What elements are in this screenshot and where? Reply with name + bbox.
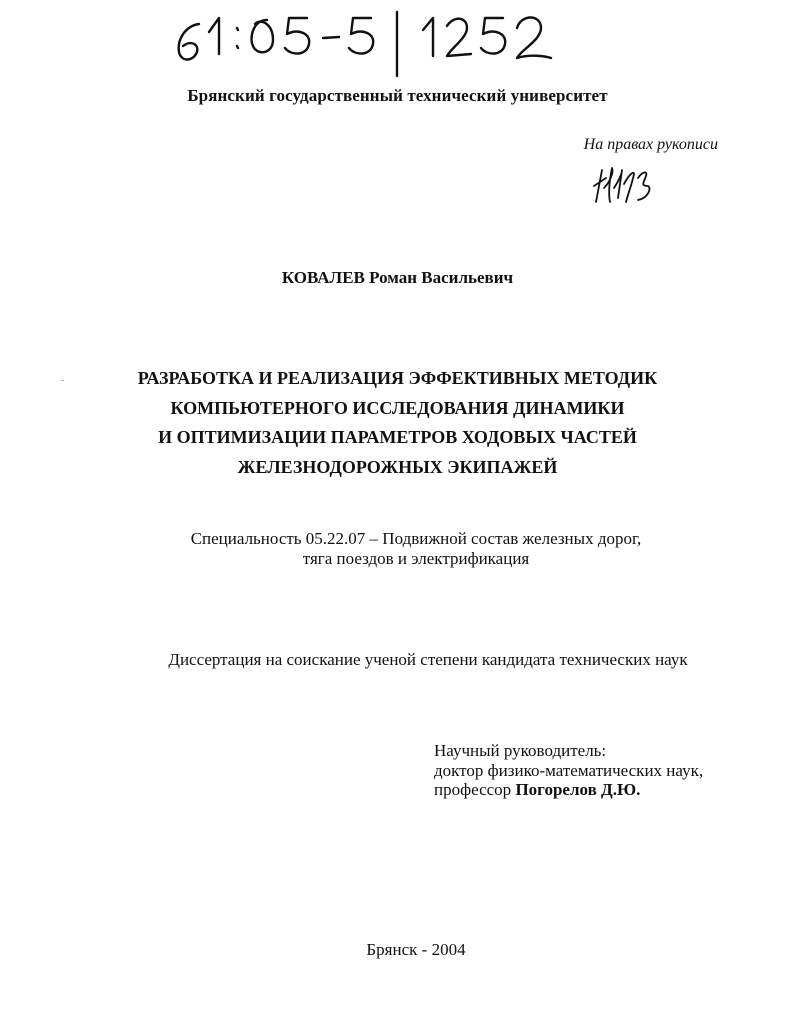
specialty-line: тяга поездов и электрификация	[302, 549, 530, 568]
signature-handwriting	[588, 158, 668, 208]
archive-mark-handwriting	[165, 4, 565, 84]
author-signature	[588, 158, 668, 208]
dissertation-note: Диссертация на соискание ученой степени кандидата технических наук	[168, 650, 688, 669]
scientific-advisor	[434, 741, 754, 800]
title-line: КОМПЬЮТЕРНОГО ИССЛЕДОВАНИЯ ДИНАМИКИ	[170, 397, 625, 418]
rights-note: На правах рукописи	[583, 136, 718, 153]
university-name: Брянский государственный технический университет	[187, 86, 608, 105]
advisor-label: Научный руководитель:	[434, 741, 607, 760]
author-surname: КОВАЛЕВ	[281, 268, 365, 287]
author-name	[0, 268, 795, 288]
advisor-title: профессор	[434, 780, 512, 799]
title-line: РАЗРАБОТКА И РЕАЛИЗАЦИЯ ЭФФЕКТИВНЫХ МЕТОДИК	[137, 368, 658, 388]
title-line: И ОПТИМИЗАЦИИ ПАРАМЕТРОВ ХОДОВЫХ ЧАСТЕЙ	[158, 427, 637, 447]
advisor-title-line	[434, 780, 754, 800]
specialty-line: Специальность 05.22.07 – Подвижной состав железных дорог,	[190, 529, 642, 548]
scan-speck	[61, 380, 64, 381]
advisor-name: Погорелов Д.Ю.	[515, 780, 641, 799]
advisor-degree: доктор физико-математических наук,	[434, 760, 704, 780]
title-line: ЖЕЛЕЗНОДОРОЖНЫХ ЭКИПАЖЕЙ	[237, 456, 558, 477]
archive-mark	[165, 4, 565, 84]
city-year: Брянск - 2004	[366, 940, 466, 959]
specialty	[0, 529, 795, 569]
author-given-names: Роман Васильевич	[369, 268, 514, 287]
dissertation-title	[0, 364, 795, 482]
